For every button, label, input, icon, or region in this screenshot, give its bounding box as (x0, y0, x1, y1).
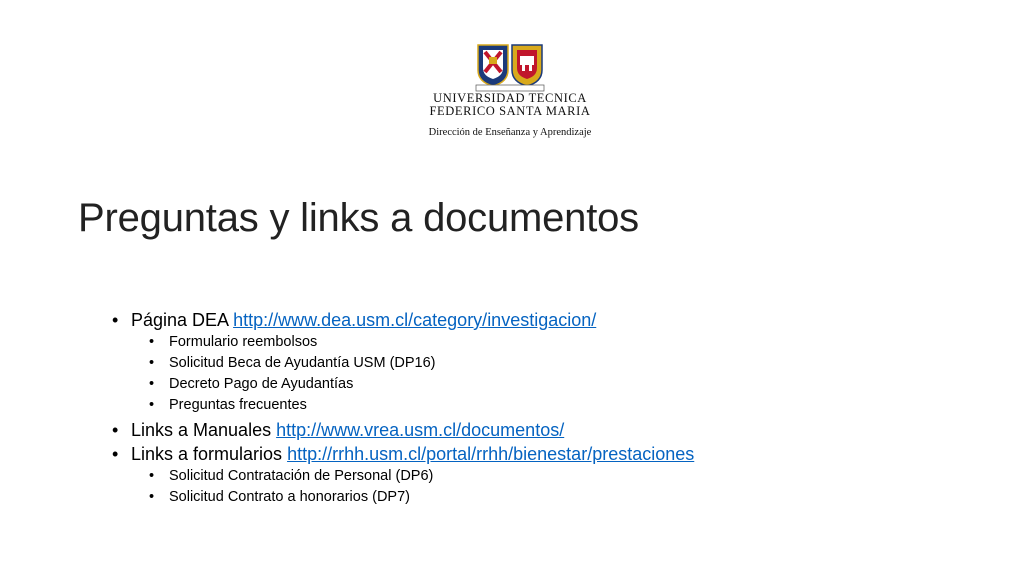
sub-item: • Preguntas frecuentes (131, 395, 694, 416)
sub-item: • Decreto Pago de Ayudantías (131, 374, 694, 395)
list-item-manuales (112, 418, 694, 442)
sub-item: • Solicitud Contratación de Personal (DP6) (131, 466, 694, 487)
sub-item: • Solicitud Contrato a honorarios (DP7) (131, 487, 694, 508)
sub-list (131, 466, 694, 510)
item-label: Página DEA (131, 310, 234, 330)
item-label: Links a formularios (131, 444, 288, 464)
sub-item: • Formulario reembolsos (131, 332, 694, 353)
sub-list (131, 332, 694, 418)
sub-item: • Solicitud Beca de Ayudantía USM (DP16) (131, 353, 694, 374)
formularios-link[interactable]: http://rrhh.usm.cl/portal/rrhh/bienestar/prestaciones (287, 444, 695, 464)
list-item-dea (112, 308, 694, 418)
university-name-line2: FEDERICO SANTA MARIA (429, 104, 591, 118)
dea-link[interactable]: http://www.dea.usm.cl/category/investigacion/ (233, 310, 597, 330)
bullet-list (112, 308, 694, 510)
slide-title: Preguntas y links a documentos (78, 196, 639, 240)
university-logo (400, 42, 620, 138)
university-crest-icon (474, 42, 546, 92)
item-label: Links a Manuales (131, 420, 277, 440)
list-item-formularios (112, 442, 694, 510)
manuales-link[interactable]: http://www.vrea.usm.cl/documentos/ (276, 420, 565, 440)
university-name-line1: UNIVERSIDAD TECNICA (433, 91, 587, 105)
department-name: Dirección de Enseñanza y Aprendizaje (428, 127, 592, 138)
